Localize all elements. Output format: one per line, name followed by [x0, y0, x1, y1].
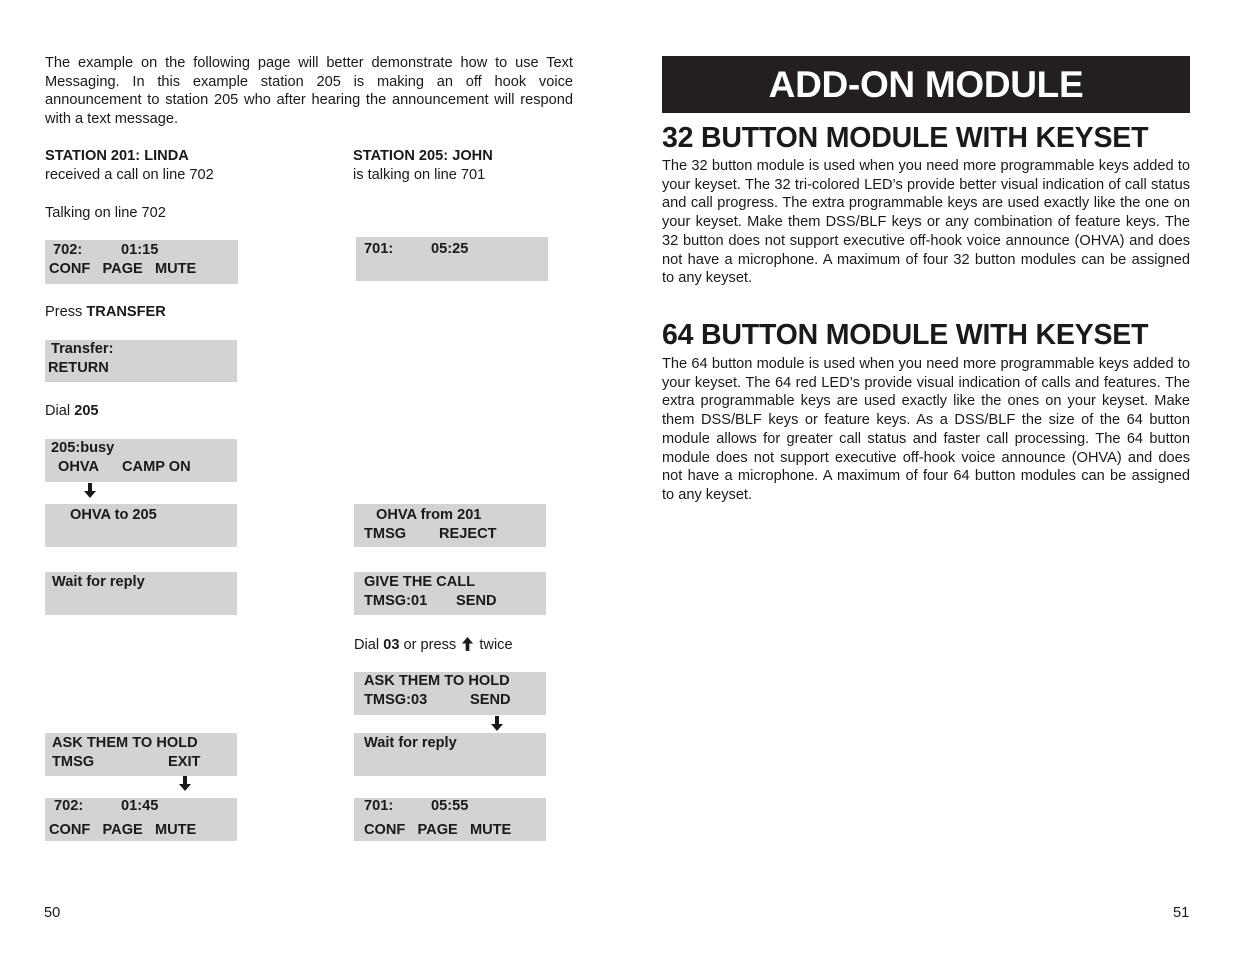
section-body-32: The 32 button module is used when you need more programmable keys added to your keyset. The 32 tri-colored LED’s provide better visual indication of call status and call progress. The extra programmable keys are used exactly like the one on your keyset. Make them DSS/BLF keys or any combination of feature keys. The 32 button does not support executive off-hook voice announce (OHVA) and does not have a microphone. A maximum of four 32 button modules can be assigned to any keyset.: [662, 158, 1190, 287]
lcd-line: 205:busy: [51, 440, 115, 456]
lcd-line: EXIT: [168, 754, 201, 770]
lcd-line: 702:: [54, 798, 84, 814]
lcd-display-205-give-call: [354, 572, 546, 615]
lcd-display-205-wait: [354, 733, 546, 776]
lcd-line: 01:15: [121, 242, 159, 258]
section-body-64: The 64 button module is used when you need more programmable keys added to your keyset. The 64 red LED’s provide visual indication of calls and features. The extra programmable keys are used exactly like the ones on your keyset. Make them DSS/BLF keys or feature keys. As a DSS/BLF the size of the 64 button module allows for greater call status and faster call processing. The 64 button module does not support executive off-hook voice announce (OHVA) and does not have a microphone. A maximum of four 64 button modules can be assigned to any keyset.: [662, 356, 1190, 503]
lcd-line: ASK THEM TO HOLD: [364, 673, 510, 689]
lcd-line: SEND: [470, 692, 511, 708]
down-arrow-icon: [83, 483, 97, 499]
lcd-line: 01:45: [121, 798, 159, 814]
down-arrow-icon: [490, 716, 504, 732]
lcd-display-205-ask-hold: [354, 672, 546, 715]
lcd-display-205-ohva: [354, 504, 546, 547]
lcd-line: ASK THEM TO HOLD: [52, 735, 198, 751]
lcd-line: RETURN: [48, 360, 109, 376]
station-201-title: STATION 201: LINDA: [45, 148, 189, 164]
station-201-subtitle: received a call on line 702: [45, 166, 214, 183]
page-number-right: 51: [1173, 905, 1190, 921]
lcd-line: OHVA to 205: [70, 507, 157, 523]
lcd-line: TMSG: [364, 526, 407, 542]
lcd-display-201-message: [45, 733, 237, 776]
lcd-line: CONF PAGE MUTE: [49, 261, 197, 277]
lcd-line: SEND: [456, 593, 497, 609]
lcd-line: TMSG: [52, 754, 95, 770]
lcd-line: CONF PAGE MUTE: [364, 822, 512, 838]
lcd-display-201-final: [45, 798, 237, 841]
lcd-line: CAMP ON: [122, 459, 191, 475]
station-205-title: STATION 205: JOHN: [353, 148, 493, 164]
up-arrow-icon: [461, 636, 474, 651]
station-205-header: [353, 147, 493, 184]
lcd-display-205-final: [354, 798, 546, 841]
press-transfer-step: Press TRANSFER: [45, 304, 166, 320]
lcd-display-201-busy: [45, 439, 237, 482]
talking-note: Talking on line 702: [45, 205, 166, 221]
intro-paragraph: The example on the following page will better demonstrate how to use Text Messaging. In this example station 205 is making an off hook voice announcement to station 205 who after hearing the announcement will respond with a text message.: [45, 55, 573, 127]
page-number-left: 50: [44, 905, 61, 921]
lcd-line: Transfer:: [51, 341, 114, 357]
lcd-display-201-wait: [45, 572, 237, 615]
section-banner: ADD-ON MODULE: [662, 56, 1190, 113]
station-205-subtitle: is talking on line 701: [353, 166, 486, 183]
station-201-header: [45, 147, 214, 184]
down-arrow-icon: [178, 776, 192, 792]
dial-205-step: Dial 205: [45, 403, 99, 419]
lcd-line: 05:25: [431, 241, 469, 257]
lcd-line: OHVA: [58, 459, 100, 475]
lcd-line: REJECT: [439, 526, 497, 542]
lcd-display-205-idle: [356, 237, 548, 281]
lcd-line: 05:55: [431, 798, 469, 814]
lcd-line: CONF PAGE MUTE: [49, 822, 197, 838]
lcd-display-201-ohva: [45, 504, 237, 547]
lcd-line: 701:: [364, 241, 394, 257]
section-heading-32: 32 BUTTON MODULE WITH KEYSET: [662, 122, 1149, 154]
lcd-line: Wait for reply: [52, 574, 145, 590]
lcd-display-201-idle: [45, 240, 238, 284]
lcd-display-201-transfer: [45, 340, 237, 382]
dial-03-step: Dial 03 or press twice: [354, 637, 513, 653]
lcd-line: OHVA from 201: [376, 507, 482, 523]
lcd-line: 702:: [53, 242, 83, 258]
section-heading-64: 64 BUTTON MODULE WITH KEYSET: [662, 319, 1149, 351]
lcd-line: TMSG:03: [364, 692, 428, 708]
lcd-line: TMSG:01: [364, 593, 428, 609]
lcd-line: 701:: [364, 798, 394, 814]
lcd-line: Wait for reply: [364, 735, 457, 751]
lcd-line: GIVE THE CALL: [364, 574, 476, 590]
